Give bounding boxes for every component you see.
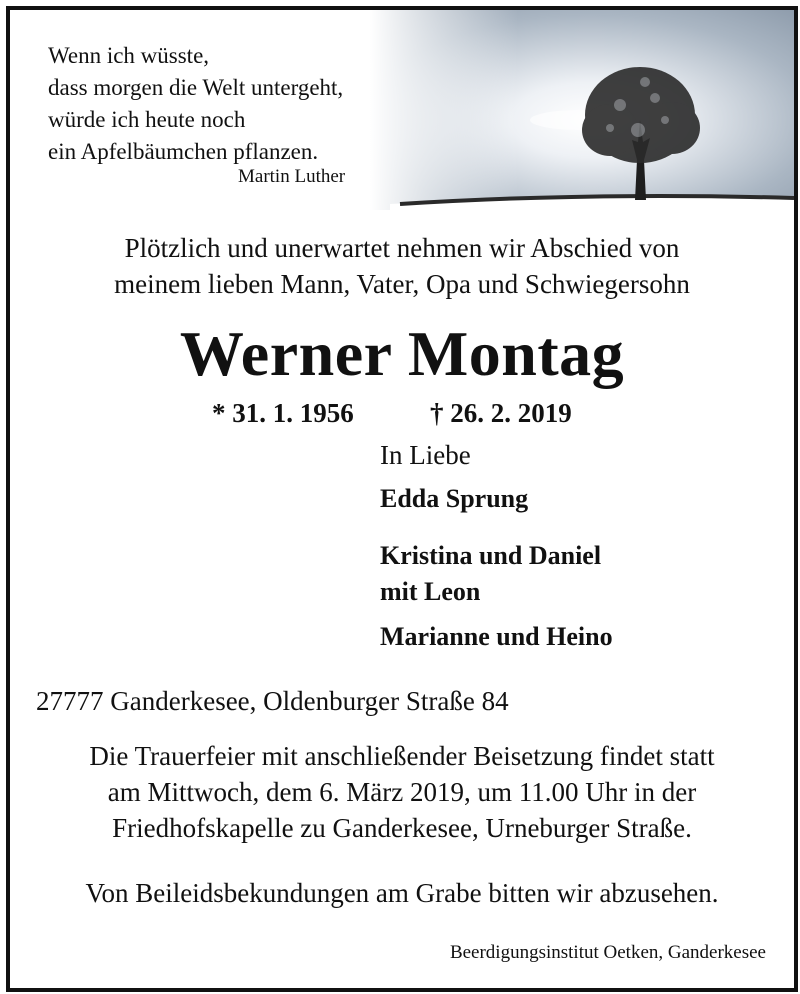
quote-block — [48, 40, 428, 168]
quote-line: würde ich heute noch — [48, 107, 246, 132]
quote-line: ein Apfelbäumchen pflanzen. — [48, 139, 319, 164]
mourner-name: Marianne und Heino — [380, 622, 613, 651]
intro-text — [10, 230, 794, 302]
condolence-request: Von Beileidsbekundungen am Grabe bitten wir abzusehen. — [85, 878, 719, 908]
intro-line: Plötzlich und unerwartet nehmen wir Abschied von — [124, 233, 680, 263]
intro-line: meinem lieben Mann, Vater, Opa und Schwiegersohn — [114, 269, 690, 299]
quote-line: dass morgen die Welt untergeht, — [48, 75, 344, 100]
undertaker: Beerdigungsinstitut Oetken, Ganderkesee — [449, 942, 766, 963]
obituary-notice — [6, 6, 798, 992]
mourners-lead: In Liebe — [380, 440, 471, 470]
service-line: Friedhofskapelle zu Ganderkesee, Urneburger Straße. — [112, 813, 692, 843]
mourner-name: mit Leon — [380, 577, 481, 606]
mourner-name: Kristina und Daniel — [380, 541, 602, 570]
service-line: Die Trauerfeier mit anschließender Beisetzung findet statt — [89, 741, 715, 771]
birth-date: * 31. 1. 1956 — [212, 398, 354, 428]
quote-line: Wenn ich wüsste, — [48, 43, 210, 68]
address: 27777 Ganderkesee, Oldenburger Straße 84 — [36, 686, 509, 716]
service-line: am Mittwoch, dem 6. März 2019, um 11.00 Uhr in der — [107, 777, 697, 807]
mourner-group — [380, 538, 601, 610]
death-date: † 26. 2. 2019 — [430, 398, 572, 428]
quote-author: Martin Luther — [238, 166, 346, 187]
service-info — [10, 738, 794, 846]
mourner-name: Edda Sprung — [380, 484, 529, 513]
deceased-name: Werner Montag — [179, 318, 625, 389]
tree-icon — [370, 10, 794, 210]
